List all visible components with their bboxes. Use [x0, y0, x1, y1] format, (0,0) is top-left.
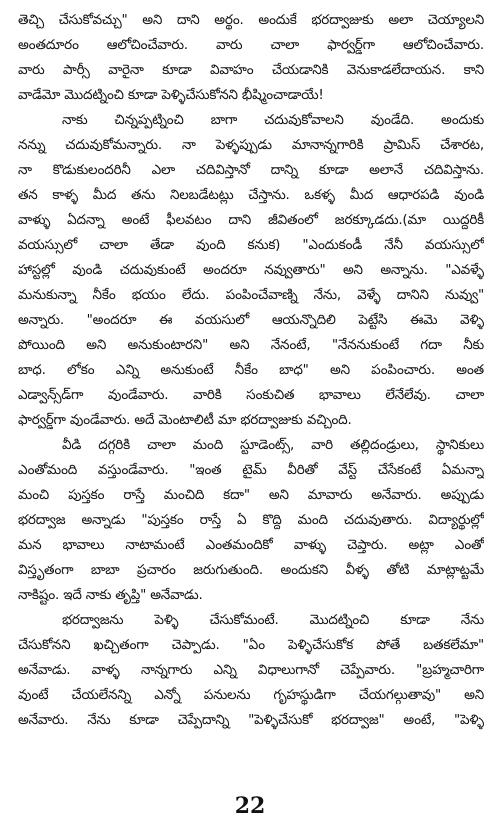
text-line: నాకిష్టం. ఇదే నాకు తృప్తి" అనేవాడు. [18, 587, 203, 603]
text-line: వాడేమో మొదట్నించి కూడా పెళ్ళిచేసుకోనని భీష్మించాడాయే! [18, 87, 324, 103]
text-line: హాస్టల్లో వుండి చదువుకుంటే అందరూ నవ్వుతారు" అని అన్నాను. "ఎవళ్ళే [18, 262, 484, 278]
body-text [18, 8, 484, 733]
text-line: అంతదూరం ఆలోచించేవారు. వారు చాలా ఫార్వర్డ్‌గా ఆలోచించేవారు. [18, 37, 484, 53]
paragraph-start-line: భరద్వాజను పెళ్ళి చేసుకోమంటే. మొదట్నించి కూడా నేను [62, 612, 484, 628]
text-line: బాధ. లోకం ఎన్ని అనుకుంటే నీకేం బాధ" అని పంపించారు. అంత [18, 362, 484, 378]
text-line: విస్తృతంగా బాబా ప్రచారం జరుగుతుంది. అందుకని వీళ్ళ తోటి మాట్లాట్టమే [18, 562, 484, 578]
text-line: అనేవాడు. వాళ్ళ నాన్నగారు ఎన్ని విధాలుగానో చెప్పేవారు. "బ్రహ్మచారిగా [18, 662, 484, 678]
text-line: చేసుకోనని ఖచ్చితంగా చెప్పాడు. "ఏం పెళ్ళిచేసుకోక పోతే బతకలేమా" [18, 637, 484, 653]
text-line: ఎంతోమంది వస్తుండేవారు. "ఇంత టైమ్ వీరితో వేస్ట్ చేసేకంటే ఏమన్నా [18, 462, 484, 478]
text-line: వారు పార్సీ వారైనా కూడా వివాహం చేయడానికి వెనుకాడలేదాయన. కాని [18, 62, 484, 78]
text-line: ఎడ్వాన్స్‌డ్‌గా వుండేవారు. వారికి సంకుచిత భావాలు లేనేలేవు. చాలా [18, 387, 484, 403]
text-line: నా కొడుకులందరినీ ఎలా చదివిస్తానో దాన్ని కూడా అలానే చదివిస్తాను. [18, 162, 484, 178]
text-line: నన్ను చదువుకోమన్నారు. నా పెళ్ళప్పుడు మానాన్నగారికి ప్రామిస్ చేశారట, [18, 137, 484, 153]
text-line: అనేవారు. నేను కూడా చెప్పేదాన్ని "పెళ్ళిచేసుకో భరద్వాజ" అంటే, "పెళ్ళి [18, 712, 484, 728]
text-line: పోయింది అని అనుకుంటారని" అని నేనంటే, "నేననుకుంటే గదా నీకు [18, 337, 484, 353]
text-line: ఫార్వర్డ్‌గా వుండేవారు. అదే మెంటాలిటీ మా భరద్వాజుకు వచ్చింది. [18, 412, 352, 428]
text-line: అన్నారు. "అందరూ ఈ వయసులో ఆయన్నొదిలి పెట్టేసి ఈమె వెళ్ళి [18, 312, 484, 328]
text-line: తన కాళ్ళ మీద తను నిలబడేటట్లు చేస్తాను. ఒకళ్ళ మీద ఆధారపడి వుండి [18, 187, 484, 203]
paragraph-start-line: వీడి దగ్గరికి చాలా మంది స్టూడెంట్స్, వారి తల్లిదండ్రులు, స్థానికులు [62, 437, 484, 453]
text-line: తెచ్చి చేసుకోవచ్చు" అని దాని అర్థం. అందుకే భరద్వాజుకు అలా చెయ్యాలని [18, 12, 484, 28]
text-line: వుంటే చేయలేనన్ని ఎన్నో పనులను గృహస్థుడిగా చేయగల్గుతావు" అని [18, 687, 484, 703]
text-line: వయస్సులో చాలా తేడా వుంది కనుక) "ఎందుకండీ నేనీ వయస్సులో [18, 237, 484, 253]
text-line: మన భావాలు నాటామంటే ఎంతమందికో వాళ్ళు చెప్తారు. అట్లా ఎంతో [18, 537, 484, 553]
text-line: వాళ్ళు ఏదన్నా అంటే ఫీలవటం దాని జీవితంలో జరక్కూడదు.(మా యిద్దరికీ [18, 212, 484, 228]
text-line: మనుకున్నా నీకేం భయం లేదు. పంపించేవాణ్ని నేను, వెళ్ళే దానిని నువ్వు" [18, 287, 484, 303]
page-number: 22 [234, 793, 266, 819]
paragraph-start-line: నాకు చిన్నప్పట్నించి బాగా చదువుకోవాలని వుండేది. అందుకు [62, 112, 484, 128]
text-line: భరద్వాజ అన్నాడు "పుస్తకం రాస్తే ఏ కొద్ది మంది చదువుతారు. విద్యార్థుల్లో [18, 512, 484, 528]
text-line: మంచి పుస్తకం రాస్తే మంచిది కదా" అని మావారు అనేవారు. అప్పుడు [18, 487, 484, 503]
